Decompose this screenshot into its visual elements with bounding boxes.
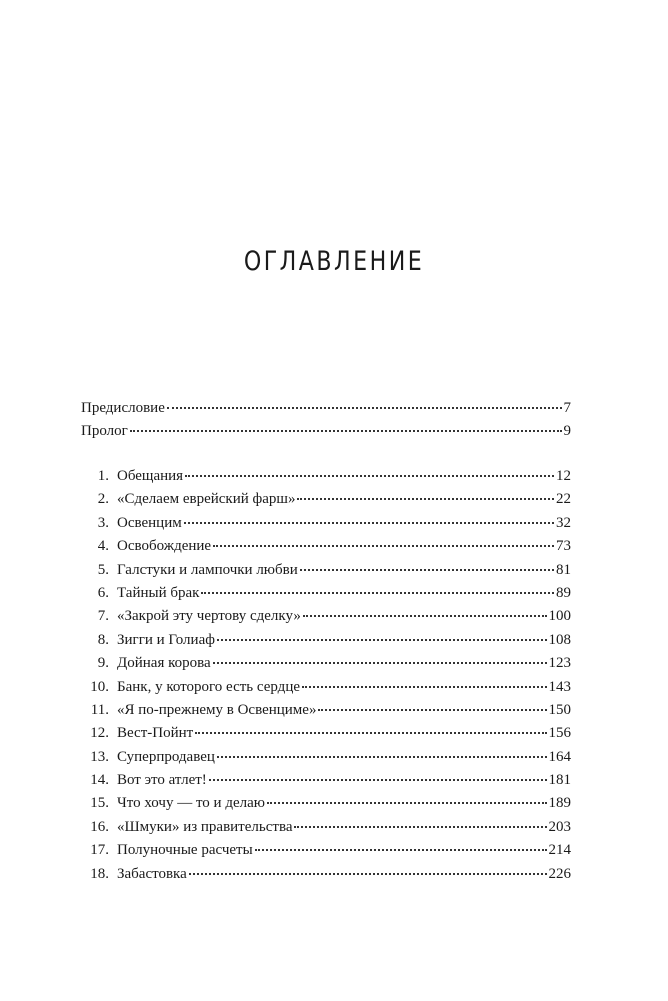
chapter-title: Что хочу — то и делаю (117, 795, 265, 812)
dot-leader (130, 430, 562, 432)
chapter-page: 73 (556, 538, 571, 555)
chapter-number: 4. (97, 538, 109, 555)
chapter-number: 2. (97, 491, 109, 508)
toc-entry-label: Предисловие (81, 400, 165, 416)
chapter-title: Полуночные расчеты (117, 842, 253, 859)
chapter-number: 1. (97, 468, 109, 484)
chapter-page: 143 (548, 678, 571, 695)
chapter-page: 150 (548, 701, 571, 718)
chapter-title: Галстуки и лампочки любви (117, 561, 298, 578)
chapter-page: 100 (548, 608, 571, 625)
toc-entry-page: 7 (563, 400, 571, 416)
chapter-number: 6. (97, 584, 109, 601)
dot-leader (255, 849, 547, 851)
chapter-title: «Сделаем еврейский фарш» (117, 491, 296, 508)
dot-leader (267, 802, 547, 804)
chapter-number: 17. (90, 842, 109, 859)
dot-leader (213, 545, 554, 547)
chapter-entry[interactable] (81, 629, 571, 652)
dot-leader (201, 592, 554, 594)
chapter-number: 10. (90, 678, 109, 695)
chapter-title: Дойная корова (117, 655, 211, 672)
chapter-entry[interactable] (81, 769, 571, 792)
chapter-page: 22 (556, 491, 571, 508)
chapter-page: 164 (548, 748, 571, 765)
chapter-number: 12. (90, 725, 109, 742)
dot-leader (217, 756, 547, 758)
chapter-page: 108 (548, 631, 571, 648)
chapter-title: Вот это атлет! (117, 772, 207, 789)
chapter-page: 123 (548, 655, 571, 672)
dot-leader (195, 732, 546, 734)
dot-leader (213, 662, 547, 664)
chapter-entry[interactable] (81, 559, 571, 582)
chapter-entry[interactable] (81, 512, 571, 535)
chapter-entry[interactable] (81, 676, 571, 699)
chapter-title: Освобождение (117, 538, 212, 555)
chapter-entry[interactable] (81, 722, 571, 745)
chapter-title: Забастовка (117, 865, 187, 882)
dot-leader (303, 615, 547, 617)
dot-leader (300, 569, 554, 571)
chapter-entry[interactable] (81, 699, 571, 722)
chapter-number: 3. (97, 514, 109, 531)
chapter-list (81, 465, 571, 886)
front-matter-list (81, 397, 571, 444)
chapter-page: 189 (548, 795, 571, 812)
chapter-number: 14. (90, 772, 109, 789)
chapter-title: Зигги и Голиаф (117, 631, 215, 648)
chapter-page: 89 (556, 584, 571, 601)
chapter-entry[interactable] (81, 652, 571, 675)
toc-title: ОГЛАВЛЕНИЕ (243, 246, 425, 277)
chapter-number: 15. (90, 795, 109, 812)
chapter-title: «Закрой эту чертову сделку» (117, 608, 301, 625)
chapter-title: «Шмуки» из правительства (117, 818, 293, 835)
chapter-page: 12 (556, 468, 571, 484)
chapter-title: Освенцим (117, 514, 182, 531)
chapter-page: 203 (548, 818, 571, 835)
chapter-number: 7. (97, 608, 109, 625)
chapter-entry[interactable] (81, 605, 571, 628)
chapter-number: 9. (97, 655, 109, 672)
chapter-number: 18. (90, 865, 109, 882)
chapter-title: Обещания (117, 468, 184, 484)
dot-leader (209, 779, 547, 781)
chapter-title: «Я по-прежнему в Освенциме» (117, 701, 317, 718)
chapter-number: 11. (90, 701, 109, 718)
dot-leader (185, 475, 554, 477)
dot-leader (318, 709, 546, 711)
chapter-title: Вест-Пойнт (117, 725, 194, 742)
dot-leader (189, 873, 547, 875)
chapter-title: Суперпродавец (117, 748, 215, 765)
chapter-title: Тайный брак (117, 584, 200, 601)
dot-leader (302, 686, 546, 688)
chapter-number: 8. (97, 631, 109, 648)
chapter-entry[interactable] (81, 465, 571, 488)
chapter-page: 226 (548, 865, 571, 882)
chapter-title: Банк, у которого есть сердце (117, 678, 301, 695)
chapter-number: 5. (97, 561, 109, 578)
chapter-entry[interactable] (81, 816, 571, 839)
chapter-entry[interactable] (81, 792, 571, 815)
chapter-number: 16. (90, 818, 109, 835)
toc-entry-page: 9 (563, 423, 571, 440)
chapter-entry[interactable] (81, 746, 571, 769)
chapter-entry[interactable] (81, 582, 571, 605)
dot-leader (294, 826, 546, 828)
dot-leader (167, 407, 562, 409)
chapter-page: 156 (548, 725, 571, 742)
chapter-number: 13. (90, 748, 109, 765)
dot-leader (184, 522, 554, 524)
chapter-page: 214 (548, 842, 571, 859)
dot-leader (217, 639, 547, 641)
chapter-page: 81 (556, 561, 571, 578)
toc-entry[interactable] (81, 397, 571, 420)
chapter-entry[interactable] (81, 839, 571, 862)
dot-leader (297, 498, 554, 500)
chapter-entry[interactable] (81, 488, 571, 511)
chapter-entry[interactable] (81, 535, 571, 558)
chapter-page: 32 (556, 514, 571, 531)
chapter-entry[interactable] (81, 863, 571, 886)
toc-entry-label: Пролог (81, 423, 128, 440)
toc-entry[interactable] (81, 420, 571, 443)
chapter-page: 181 (548, 772, 571, 789)
